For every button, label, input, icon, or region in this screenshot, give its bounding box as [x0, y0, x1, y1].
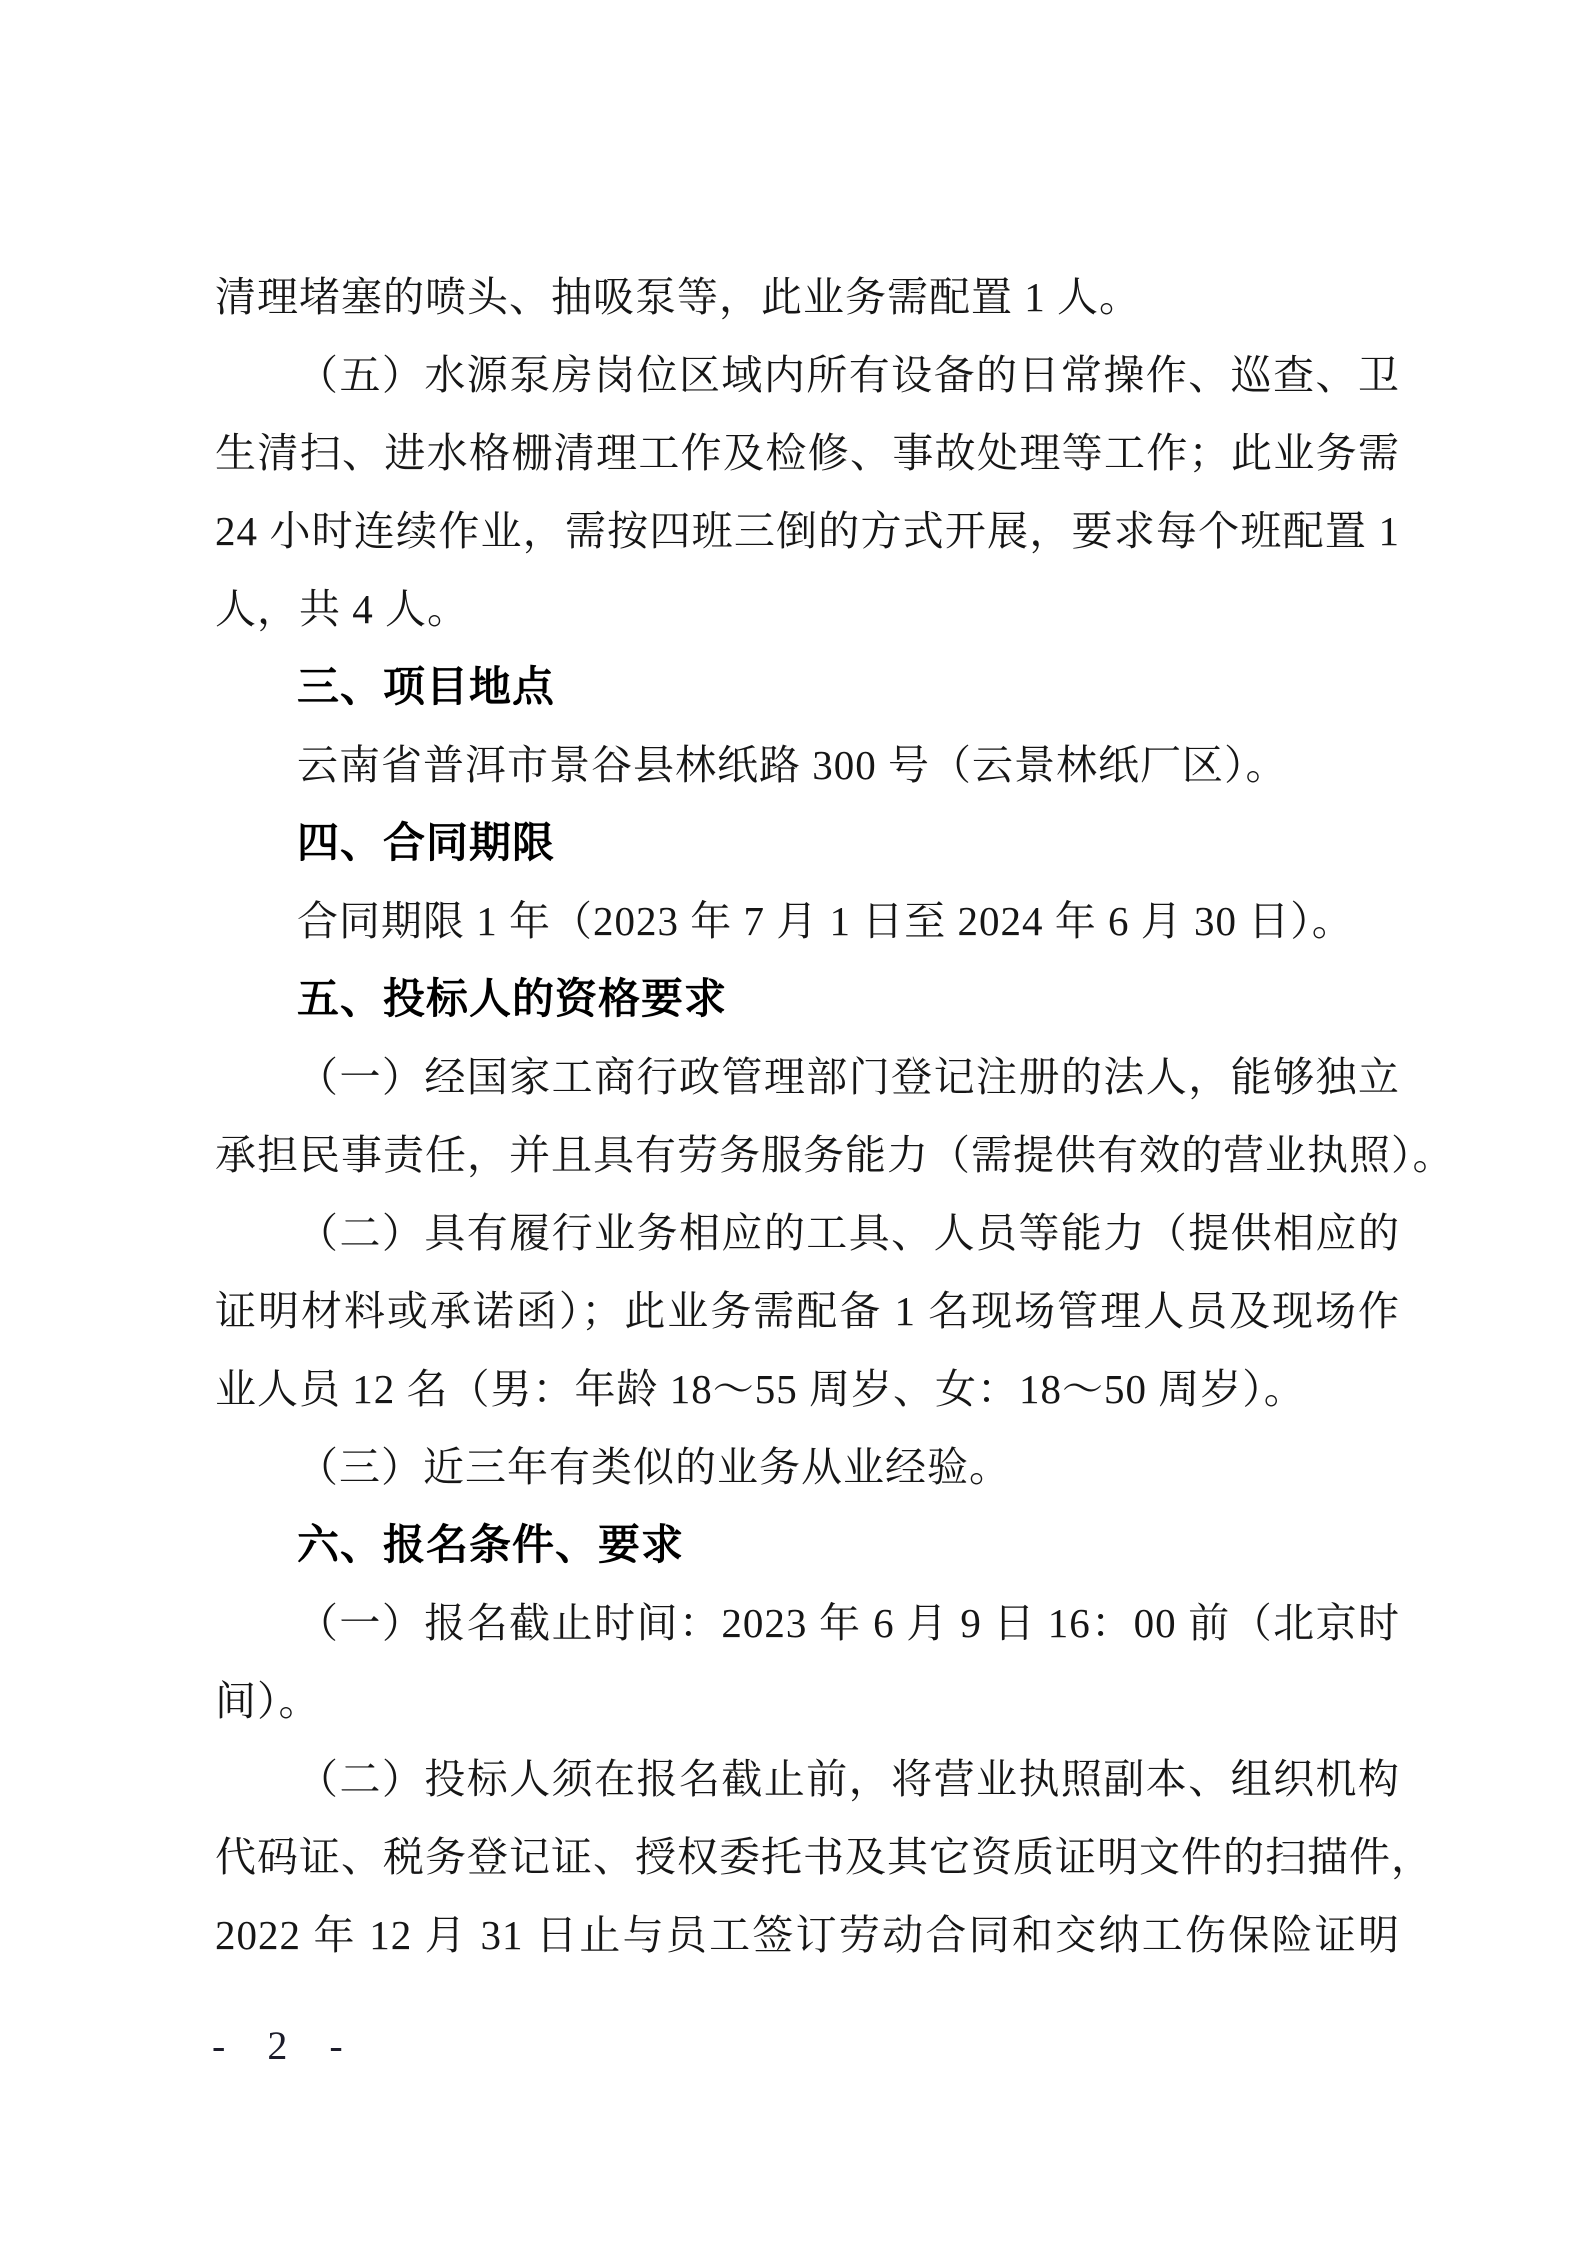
text-line: 人，共 4 人。	[215, 586, 469, 632]
section-heading-project-location: 三、项目地点	[297, 663, 556, 710]
text-line: （二）具有履行业务相应的工具、人员等能力（提供相应的	[297, 1210, 1400, 1256]
text-line: （三）近三年有类似的业务从业经验。	[297, 1444, 1011, 1490]
paragraph-qualification-3	[215, 1428, 1400, 1506]
text-line: （一）经国家工商行政管理部门登记注册的法人，能够独立	[297, 1054, 1400, 1100]
page-number: - 2 -	[212, 2023, 359, 2068]
text-line: 间）。	[215, 1678, 321, 1724]
section-heading-registration-requirements: 六、报名条件、要求	[297, 1521, 685, 1568]
text-line: 承担民事责任，并且具有劳务服务能力（需提供有效的营业执照）。	[215, 1132, 1455, 1178]
text-line: 云南省普洱市景谷县林纸路 300 号（云景林纸厂区）。	[297, 742, 1288, 788]
text-line: （五）水源泵房岗位区域内所有设备的日常操作、巡查、卫	[297, 352, 1400, 398]
paragraph-contract-term	[215, 882, 1400, 960]
paragraph-qualification-2	[215, 1194, 1400, 1428]
paragraph-registration-documents	[215, 1740, 1433, 1974]
text-line: 证明材料或承诺函）；此业务需配备 1 名现场管理人员及现场作	[215, 1288, 1400, 1334]
text-line: （二）投标人须在报名截止前，将营业执照副本、组织机构	[297, 1756, 1400, 1802]
section-heading-bidder-qualifications: 五、投标人的资格要求	[297, 975, 728, 1022]
paragraph-project-location	[215, 726, 1400, 804]
paragraph-qualification-1	[215, 1038, 1455, 1194]
paragraph-registration-deadline	[215, 1584, 1400, 1740]
document-body	[215, 258, 1455, 1974]
text-line: 清理堵塞的喷头、抽吸泵等，此业务需配置 1 人。	[215, 274, 1141, 320]
text-line: 业人员 12 名（男：年龄 18～55 周岁、女：18～50 周岁）。	[215, 1366, 1306, 1412]
section-heading-contract-term: 四、合同期限	[297, 819, 556, 866]
text-line: 2022 年 12 月 31 日止与员工签订劳动合同和交纳工伤保险证明	[215, 1912, 1400, 1958]
paragraph-continuation	[215, 258, 1400, 336]
text-line: 合同期限 1 年（2023 年 7 月 1 日至 2024 年 6 月 30 日）。	[297, 898, 1354, 944]
page-footer	[212, 2022, 359, 2069]
text-line: （一）报名截止时间：2023 年 6 月 9 日 16：00 前（北京时	[297, 1600, 1400, 1646]
paragraph-item-5	[215, 336, 1400, 648]
text-line: 生清扫、进水格栅清理工作及检修、事故处理等工作；此业务需	[215, 430, 1400, 476]
text-line: 代码证、税务登记证、授权委托书及其它资质证明文件的扫描件，	[215, 1834, 1433, 1880]
text-line: 24 小时连续作业，需按四班三倒的方式开展，要求每个班配置 1	[215, 508, 1400, 554]
